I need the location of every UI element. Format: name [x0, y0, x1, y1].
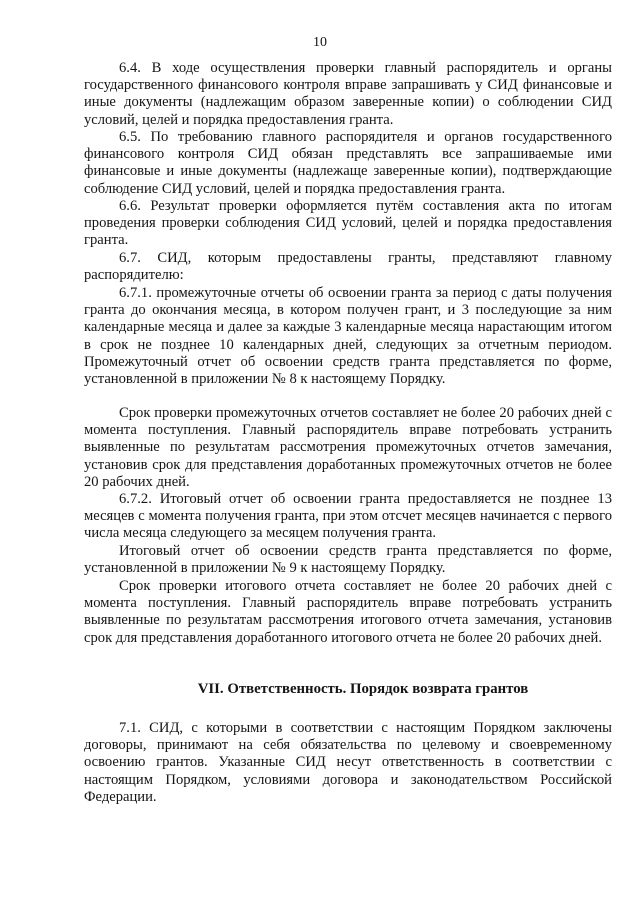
paragraph-6-4: 6.4. В ходе осуществления проверки главный распорядитель и органы государственного финансового контроля вправе запрашивать у СИД финансовые и иные документы (надлежащим образом заверенные копии) о соблюдении СИД условий, целей и порядка предоставления гранта. — [84, 60, 612, 128]
page-number: 10 — [313, 35, 327, 50]
paragraph-final-report-form: Итоговый отчет об освоении средств гранта представляется по форме, установленной в приложении № 9 к настоящему Порядку. — [84, 543, 612, 577]
paragraph-6-7: 6.7. СИД, которым предоставлены гранты, представляют главному распорядителю: — [84, 250, 612, 284]
paragraph-6-7-2: 6.7.2. Итоговый отчет об освоении гранта предоставляется не позднее 13 месяцев с момента получения гранта, при этом отсчет месяцев начинается с первого числа месяца следующего за месяцем получения гранта. — [84, 491, 612, 542]
paragraph-6-7-1: 6.7.1. промежуточные отчеты об освоении гранта за период с даты получения гранта до окончания месяца, в котором получен грант, и 3 последующие за ним календарные месяца и далее за каждые 3 календарные месяца нарастающим итогом в срок не позднее 10 календарных дней, следующих за отчетным периодом. Промежуточный отчет об освоении средств гранта представляется по форме, установленной в приложении № 8 к настоящему Порядку. — [84, 285, 612, 388]
paragraph-6-6: 6.6. Результат проверки оформляется путём составления акта по итогам проведения проверки соблюдения СИД условий, целей и порядка предоставления гранта. — [84, 198, 612, 249]
section-heading: VII. Ответственность. Порядок возврата грантов — [197, 681, 529, 697]
paragraph-final-review-term: Срок проверки итогового отчета составляет не более 20 рабочих дней с момента поступления. Главный распорядитель вправе потребовать устранить выявленные по результатам рассмотрения итогового отчета замечания, установив срок для представления доработанного итогового отчета не более 20 рабочих дней. — [84, 578, 612, 646]
paragraph-6-5: 6.5. По требованию главного распорядителя и органов государственного финансового контроля СИД обязан представлять все запрашиваемые ими финансовые и иные документы (надлежаще заверенные копии), подтверждающие соблюдение СИД условий, целей и порядка предоставления гранта. — [84, 129, 612, 197]
paragraph-7-1: 7.1. СИД, с которыми в соответствии с настоящим Порядком заключены договоры, принимают на себя обязательства по целевому и своевременному освоению грантов. Указанные СИД несут ответственность в соответствии с настоящим Порядком, условиями договора и законодательством Российской Федерации. — [84, 720, 612, 805]
paragraph-interim-review-term: Срок проверки промежуточных отчетов составляет не более 20 рабочих дней с момента поступления. Главный распорядитель вправе потребовать устранить выявленные по результатам рассмотрения промежуточных отчетов замечания, установив срок для представления доработанных промежуточных отчетов не более 20 рабочих дней. — [84, 405, 612, 490]
